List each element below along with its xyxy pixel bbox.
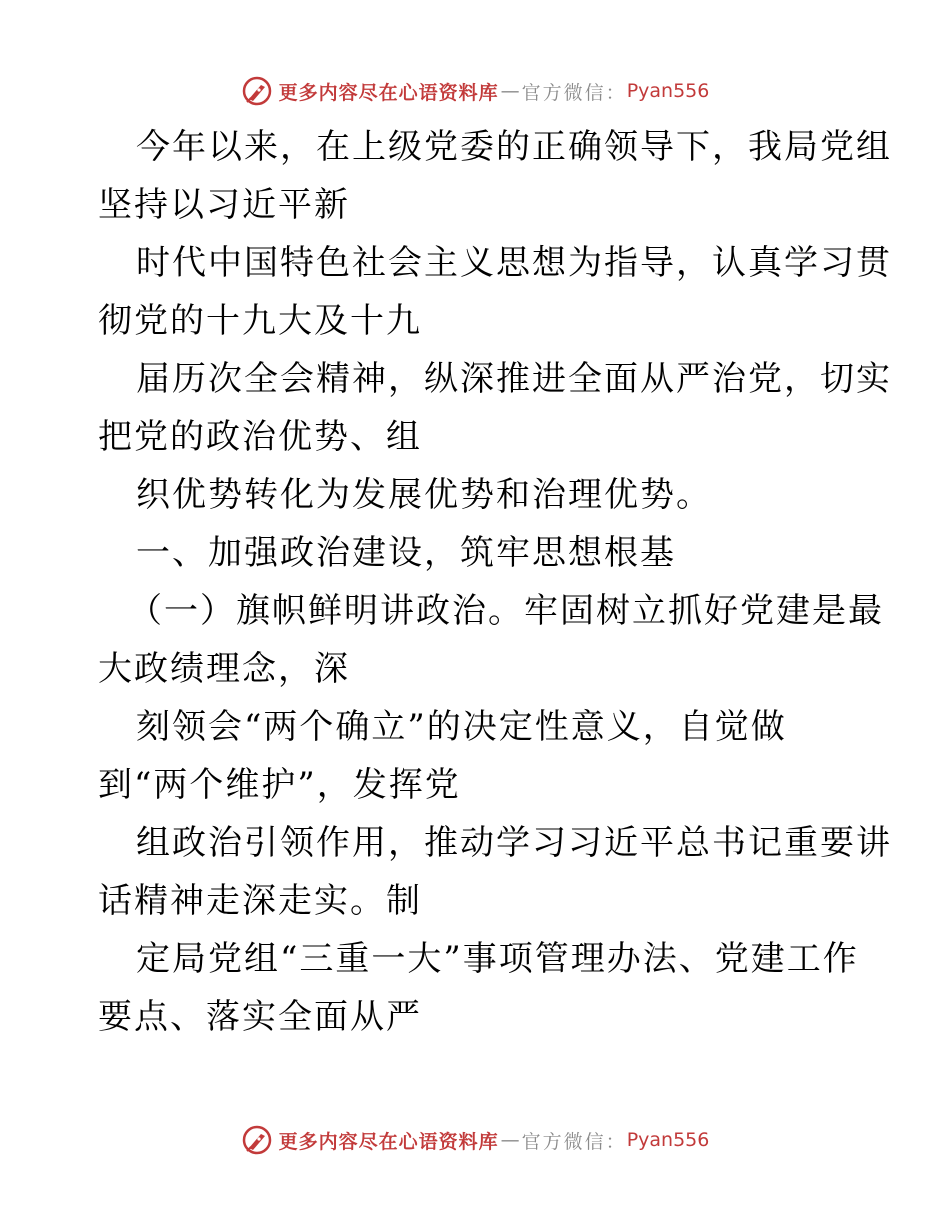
body-line: 定局党组“三重一大”事项管理办法、党建工作 — [136, 939, 859, 979]
watermark-brand-text: 更多内容尽在心语资料库 — [278, 1130, 499, 1153]
watermark-wechat-label: 官方微信： — [521, 1130, 627, 1153]
body-line: 坚持以习近平新 — [98, 185, 350, 225]
section-heading: 一、加强政治建设，筑牢思想根基 — [136, 533, 676, 573]
watermark-wechat-id: Pyan556 — [626, 1129, 710, 1151]
subsection-heading: （一）旗帜鲜明讲政治。牢固树立抓好党建是最 — [128, 591, 884, 631]
document-body — [98, 118, 892, 1046]
body-line: 话精神走深走实。制 — [98, 881, 422, 921]
pen-nib-circle-icon — [241, 1124, 273, 1156]
body-line: 彻党的十九大及十九 — [98, 301, 422, 341]
body-line: 把党的政治优势、组 — [98, 417, 422, 457]
watermark-wechat-id: Pyan556 — [626, 80, 710, 102]
footer-watermark — [0, 1120, 950, 1160]
watermark-wechat-label: 官方微信： — [521, 81, 627, 104]
watermark-separator: — — [500, 1129, 520, 1151]
body-line: 时代中国特色社会主义思想为指导，认真学习贯 — [136, 243, 892, 283]
body-line: 织优势转化为发展优势和治理优势。 — [136, 475, 712, 515]
body-line: 刻领会“两个确立”的决定性意义，自觉做 — [136, 707, 787, 747]
body-line: 大政绩理念，深 — [98, 649, 350, 689]
pen-nib-circle-icon — [241, 75, 273, 107]
body-line: 组政治引领作用，推动学习习近平总书记重要讲 — [136, 823, 892, 863]
body-line: 届历次全会精神，纵深推进全面从严治党，切实 — [136, 359, 892, 399]
header-watermark — [0, 71, 950, 111]
body-line: 到“两个维护”，发挥党 — [98, 765, 461, 805]
watermark-brand-text: 更多内容尽在心语资料库 — [278, 81, 499, 104]
body-line: 要点、落实全面从严 — [98, 997, 422, 1037]
body-line: 今年以来，在上级党委的正确领导下，我局党组 — [136, 127, 892, 167]
watermark-separator: — — [500, 80, 520, 102]
